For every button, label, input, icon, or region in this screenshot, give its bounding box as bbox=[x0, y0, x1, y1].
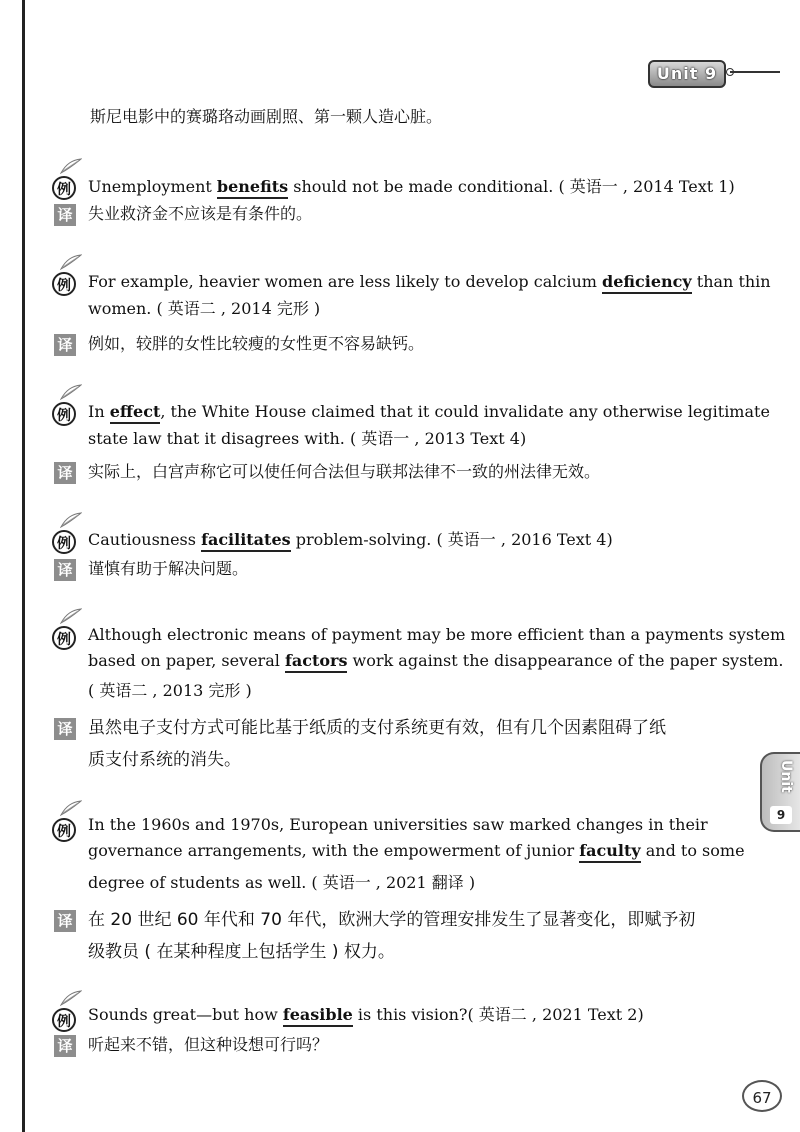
sentence-text: is this vision?( 英语二 , 2021 Text 2) bbox=[352, 1005, 644, 1024]
example-sentence-line bbox=[88, 269, 771, 295]
leaf-icon bbox=[60, 158, 82, 174]
example-sentence-line bbox=[88, 426, 526, 452]
example-badge bbox=[52, 818, 78, 844]
translation-label: 译 bbox=[54, 1035, 76, 1057]
example-label: 例 bbox=[52, 176, 76, 200]
example-badge bbox=[52, 626, 78, 652]
sentence-text: In bbox=[88, 402, 110, 421]
sentence-text: than thin bbox=[691, 272, 771, 291]
example-sentence-line bbox=[88, 812, 708, 838]
unit-side-tab[interactable] bbox=[760, 752, 800, 832]
keyword: facilitates bbox=[201, 530, 291, 552]
sentence-text: and to some bbox=[640, 841, 745, 860]
sentence-text: based on paper, several bbox=[88, 651, 285, 670]
example-sentence-line bbox=[88, 622, 785, 648]
example-label: 例 bbox=[52, 818, 76, 842]
example-sentence-line bbox=[88, 1002, 644, 1028]
translation-label: 译 bbox=[54, 910, 76, 932]
keyword: effect bbox=[110, 402, 161, 424]
page-number: 67 bbox=[742, 1080, 782, 1112]
example-badge bbox=[52, 1008, 78, 1034]
example-label: 例 bbox=[52, 1008, 76, 1032]
sentence-text: degree of students as well. ( 英语一 , 2021 翻译 ) bbox=[88, 873, 476, 892]
example-badge bbox=[52, 530, 78, 556]
example-label: 例 bbox=[52, 530, 76, 554]
sentence-text: governance arrangements, with the empowerment of junior bbox=[88, 841, 580, 860]
leaf-icon bbox=[60, 800, 82, 816]
translation-line: 谨慎有助于解决问题。 bbox=[88, 559, 249, 578]
sentence-text: Cautiousness bbox=[88, 530, 202, 549]
example-sentence-line bbox=[88, 174, 735, 200]
example-badge bbox=[52, 176, 78, 202]
translation-line: 例如，较胖的女性比较瘦的女性更不容易缺钙。 bbox=[88, 334, 425, 353]
sentence-text: , the White House claimed that it could invalidate any otherwise legitimate bbox=[160, 402, 770, 421]
side-tab-number: 9 bbox=[770, 806, 792, 824]
sentence-text: In the 1960s and 1970s, European universities saw marked changes in their bbox=[88, 815, 708, 834]
translation-label: 译 bbox=[54, 559, 76, 581]
translation-line: 实际上，白宫声称它可以使任何合法但与联邦法律不一致的州法律无效。 bbox=[88, 462, 601, 481]
sentence-text: women. ( 英语二 , 2014 完形 ) bbox=[88, 299, 321, 318]
side-tab-word: Unit bbox=[778, 760, 794, 793]
sentence-text: should not be made conditional. ( 英语一 , 2014 Text 1) bbox=[288, 177, 735, 196]
translation-line: 级教员 ( 在某种程度上包括学生 ) 权力。 bbox=[88, 942, 395, 962]
example-sentence-line bbox=[88, 527, 613, 553]
keyword: faculty bbox=[579, 841, 640, 863]
example-sentence-line bbox=[88, 648, 783, 674]
translation-line: 听起来不错，但这种设想可行吗？ bbox=[88, 1035, 329, 1054]
example-label: 例 bbox=[52, 402, 76, 426]
example-badge bbox=[52, 402, 78, 428]
unit-header-line bbox=[730, 71, 780, 73]
sentence-text: state law that it disagrees with. ( 英语一 , 2013 Text 4) bbox=[88, 429, 527, 448]
keyword: factors bbox=[285, 651, 348, 673]
page-left-rule bbox=[22, 0, 25, 1132]
translation-line: 在 20 世纪 60 年代和 70 年代，欧洲大学的管理安排发生了显著变化，即赋予初 bbox=[88, 910, 696, 930]
leaf-icon bbox=[60, 512, 82, 528]
unit-header-tag: Unit 9 bbox=[648, 60, 726, 88]
keyword: deficiency bbox=[602, 272, 692, 294]
translation-label: 译 bbox=[54, 204, 76, 226]
intro-line: 斯尼电影中的赛璐珞动画剧照、第一颗人造心脏。 bbox=[90, 107, 443, 126]
example-label: 例 bbox=[52, 626, 76, 650]
leaf-icon bbox=[60, 384, 82, 400]
translation-label: 译 bbox=[54, 718, 76, 740]
translation-label: 译 bbox=[54, 462, 76, 484]
sentence-text: ( 英语二 , 2013 完形 ) bbox=[88, 681, 252, 700]
translation-label: 译 bbox=[54, 334, 76, 356]
sentence-text: Although electronic means of payment may be more efficient than a payments system bbox=[88, 625, 786, 644]
keyword: feasible bbox=[283, 1005, 353, 1027]
example-sentence-line bbox=[88, 399, 770, 425]
example-sentence-line bbox=[88, 870, 475, 896]
example-sentence-line bbox=[88, 678, 252, 704]
translation-line: 虽然电子支付方式可能比基于纸质的支付系统更有效，但有几个因素阻碍了纸 bbox=[88, 718, 666, 738]
sentence-text: problem-solving. ( 英语一 , 2016 Text 4) bbox=[290, 530, 613, 549]
translation-line: 质支付系统的消失。 bbox=[88, 750, 241, 770]
example-label: 例 bbox=[52, 272, 76, 296]
example-sentence-line bbox=[88, 296, 320, 322]
example-sentence-line bbox=[88, 838, 745, 864]
translation-line: 失业救济金不应该是有条件的。 bbox=[88, 204, 313, 223]
example-badge bbox=[52, 272, 78, 298]
leaf-icon bbox=[60, 608, 82, 624]
leaf-icon bbox=[60, 254, 82, 270]
sentence-text: work against the disappearance of the paper system. bbox=[347, 651, 784, 670]
leaf-icon bbox=[60, 990, 82, 1006]
keyword: benefits bbox=[217, 177, 288, 199]
sentence-text: Unemployment bbox=[88, 177, 217, 196]
sentence-text: For example, heavier women are less likely to develop calcium bbox=[88, 272, 603, 291]
sentence-text: Sounds great—but how bbox=[88, 1005, 283, 1024]
